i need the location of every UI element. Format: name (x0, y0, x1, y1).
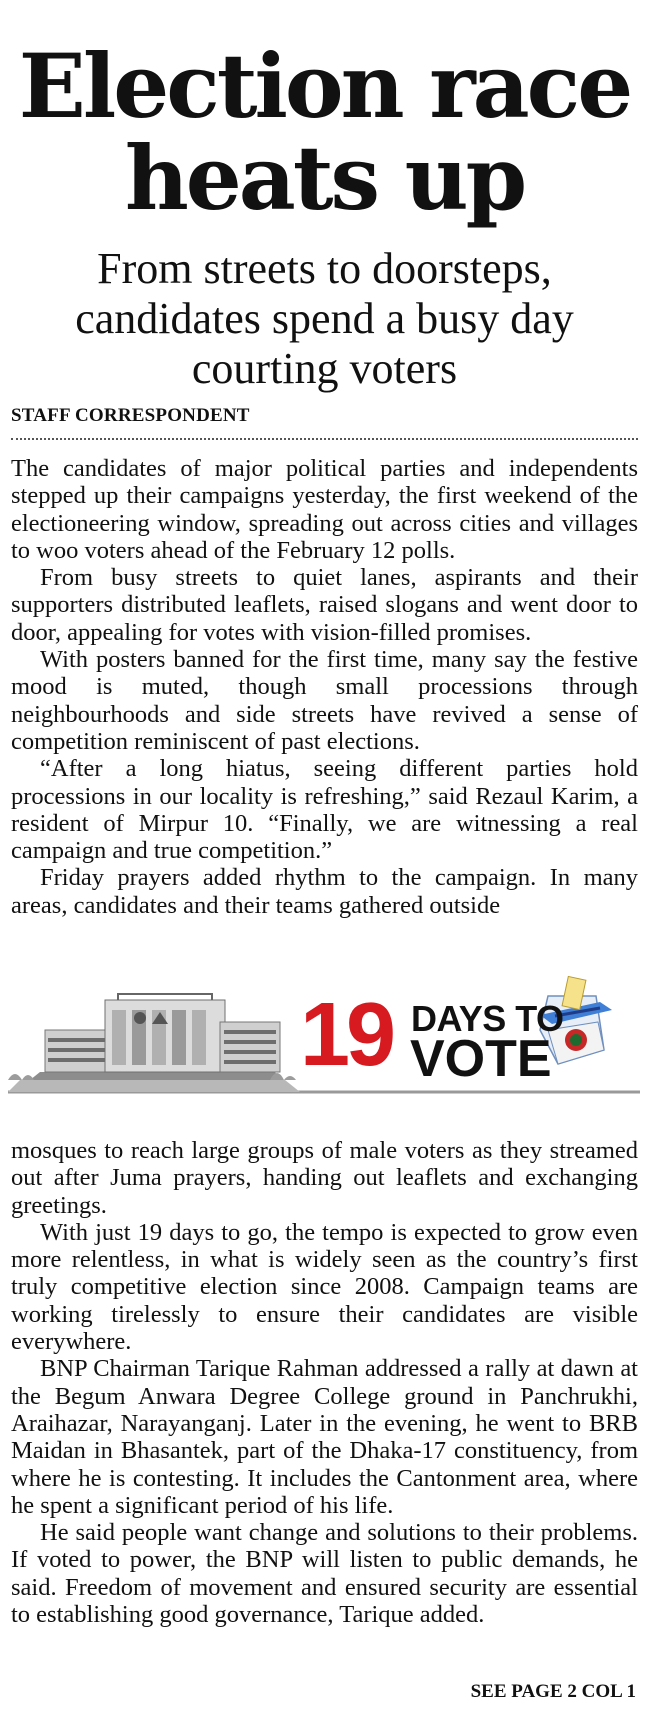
article-body-top (11, 455, 638, 919)
headline: Election race heats up (18, 34, 631, 230)
body-paragraph: With just 19 days to go, the tempo is expected to grow even more relentless, in what is widely seen as the country’s first truly competitive election since 2008. Campaign teams are working tirelessly to ensure their candidates are visible everywhere. (11, 1218, 638, 1356)
byline: STAFF CORRESPONDENT (11, 405, 250, 426)
dotted-divider (11, 438, 638, 440)
body-paragraph: Friday prayers added rhythm to the campaign. In many areas, candidates and their teams gathered outside (11, 864, 638, 919)
body-paragraph: With posters banned for the first time, many say the festive mood is muted, though small processions through neighbourhoods and side streets have revived a sense of competition reminiscent of past elections. (11, 646, 638, 755)
days-to-label: DAYS TO (411, 998, 564, 1039)
article-body-bottom (11, 1137, 638, 1628)
body-paragraph: “After a long hiatus, seeing different parties hold processions in our locality is refreshing,” said Rezaul Karim, a resident of Mirpur 10. “Finally, we are witnessing a real campaign and true competition.” (11, 755, 638, 865)
deck-subheadline: From streets to doorsteps, candidates spend a busy day courting voters (75, 244, 574, 393)
body-paragraph: BNP Chairman Tarique Rahman addressed a rally at dawn at the Begum Anwara Degree College ground in Panchrukhi, Araihazar, Narayanganj. Later in the evening, he went to BRB Maidan in Bhasantek, part of the Dhaka-17 constituency, from where he is contesting. It includes the Cantonment area, where he spent a significant period of his life. (11, 1355, 638, 1519)
body-paragraph: The candidates of major political parties and independents stepped up their campaigns yesterday, the first weekend of the electioneering window, spreading out across cities and villages to woo voters ahead of the February 12 polls. (11, 455, 638, 564)
continued-on-page-link[interactable]: SEE PAGE 2 COL 1 (470, 1681, 636, 1702)
body-paragraph: From busy streets to quiet lanes, aspirants and their supporters distributed leaflets, raised slogans and went door to door, appealing for votes with vision-filled promises. (11, 564, 638, 646)
body-paragraph: mosques to reach large groups of male voters as they streamed out after Juma prayers, handing out leaflets and exchanging greetings. (11, 1137, 638, 1219)
body-paragraph: He said people want change and solutions to their problems. If voted to power, the BNP will listen to public demands, he said. Freedom of movement and ensured security are essential to establishing good governance, Tarique added. (11, 1519, 638, 1629)
vote-label: VOTE (410, 1030, 552, 1088)
days-count-number: 19 (300, 985, 393, 1085)
